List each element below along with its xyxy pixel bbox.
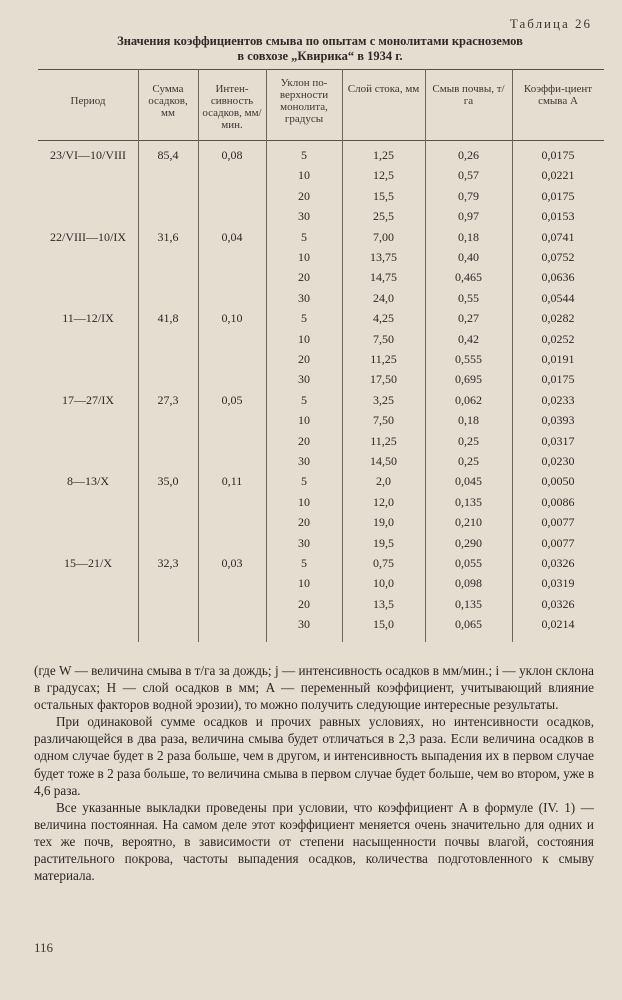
cell-coef: 0,0317 <box>541 433 575 448</box>
cell-runoff: 25,5 <box>373 209 394 224</box>
cell-wash: 0,57 <box>458 168 479 183</box>
paragraph-1: (где W — величина смыва в т/га за дождь; j — интенсивность осадков в мм/мин.; i — уклон склона в градусах; H — слой осадков в мм; A — переменный коэффициент, учитывающий влияние остальных факторов водной эрозии), то можно получить следующие интересные результаты. <box>34 663 594 713</box>
cell-runoff: 13,75 <box>370 250 397 264</box>
cell-wash: 0,062 <box>455 392 482 407</box>
cell-coef: 0,0741 <box>541 229 575 244</box>
cell-precip: 35,0 <box>157 474 179 489</box>
cell-runoff: 15,5 <box>373 188 394 203</box>
cell-slope: 20 <box>298 188 310 203</box>
cell-period: 17—27/IX <box>62 392 114 407</box>
column-header: Период <box>70 95 106 107</box>
cell-slope: 30 <box>298 535 310 550</box>
cell-runoff: 24,0 <box>373 290 394 305</box>
column-header: Коэффи-циент смыва A <box>523 83 593 107</box>
cell-runoff: 14,50 <box>370 454 397 468</box>
cell-intensity: 0,10 <box>221 311 243 326</box>
cell-period: 15—21/X <box>64 556 112 570</box>
cell-runoff: 4,25 <box>373 311 394 326</box>
cell-coef: 0,0233 <box>541 392 575 407</box>
cell-intensity: 0,04 <box>221 229 243 244</box>
cell-slope: 5 <box>301 556 307 570</box>
cell-intensity: 0,03 <box>221 556 243 570</box>
cell-wash: 0,465 <box>455 270 482 285</box>
cell-slope: 10 <box>298 331 310 346</box>
cell-wash: 0,79 <box>458 188 479 203</box>
cell-coef: 0,0050 <box>541 474 575 489</box>
cell-slope: 30 <box>298 372 310 387</box>
cell-coef: 0,0153 <box>541 209 575 224</box>
cell-wash: 0,555 <box>455 352 482 366</box>
cell-wash: 0,210 <box>455 515 482 530</box>
paragraph-2: При одинаковой сумме осадков и прочих равных условиях, но интенсивности осадков, различающейся в два раза, величина смыва будет отличаться в 2,3 раза. Если величина осадков в одном случае будет в 2 раза больше, чем в другом, и интенсивность выпадения их в первом случае будет тоже в 2 раза больше, то величина смыва в первом случае будет больше, чем во втором, уже в 4,6 раза. <box>34 714 594 798</box>
cell-slope: 20 <box>298 596 310 611</box>
cell-runoff: 12,5 <box>373 168 394 183</box>
column-header: Слой стока, мм <box>347 83 420 95</box>
table-number-label: Таблица 26 <box>509 16 592 31</box>
cell-coef: 0,0175 <box>541 372 575 387</box>
cell-runoff: 7,00 <box>373 229 394 244</box>
cell-slope: 5 <box>301 229 307 244</box>
cell-slope: 5 <box>301 311 307 326</box>
cell-wash: 0,25 <box>458 454 479 468</box>
cell-wash: 0,290 <box>455 535 482 550</box>
cell-coef: 0,0077 <box>541 515 575 530</box>
cell-slope: 20 <box>298 270 310 285</box>
cell-coef: 0,0282 <box>541 311 575 326</box>
cell-runoff: 3,25 <box>373 392 394 407</box>
cell-coef: 0,0393 <box>541 413 575 428</box>
cell-coef: 0,0636 <box>541 270 575 285</box>
cell-runoff: 7,50 <box>373 413 394 428</box>
cell-wash: 0,42 <box>458 331 479 346</box>
cell-wash: 0,695 <box>455 372 482 387</box>
cell-runoff: 17,50 <box>370 372 397 387</box>
caption-line-2: в совхозе „Квирика“ в 1934 г. <box>237 49 403 63</box>
cell-coef: 0,0544 <box>541 290 575 305</box>
caption-line-1: Значения коэффициентов смыва по опытам с монолитами красноземов <box>117 34 523 48</box>
table-header-rule <box>38 140 604 141</box>
cell-wash: 0,098 <box>455 576 482 591</box>
cell-wash: 0,18 <box>458 413 479 428</box>
cell-coef: 0,0221 <box>541 168 575 183</box>
cell-runoff: 11,25 <box>370 433 397 448</box>
cell-runoff: 19,5 <box>373 535 394 550</box>
cell-slope: 20 <box>298 515 310 530</box>
cell-precip: 27,3 <box>157 392 179 407</box>
cell-coef: 0,0191 <box>541 352 575 366</box>
cell-slope: 30 <box>298 454 310 468</box>
cell-slope: 10 <box>298 250 310 264</box>
cell-slope: 20 <box>298 433 310 448</box>
cell-runoff: 12,0 <box>373 494 394 509</box>
column-header: Интен-сивность осадков, мм/мин. <box>202 83 262 131</box>
cell-wash: 0,065 <box>455 617 482 632</box>
cell-wash: 0,55 <box>458 290 479 305</box>
body-text <box>34 662 594 884</box>
cell-precip: 85,4 <box>157 148 179 162</box>
cell-intensity: 0,08 <box>221 148 243 162</box>
cell-period: 11—12/IX <box>62 311 114 326</box>
page-number: 116 <box>34 940 54 955</box>
cell-slope: 10 <box>298 576 310 591</box>
cell-slope: 20 <box>298 352 310 366</box>
cell-period: 23/VI—10/VIII <box>50 148 126 162</box>
cell-coef: 0,0214 <box>541 617 575 632</box>
cell-wash: 0,055 <box>455 556 482 570</box>
cell-wash: 0,40 <box>458 250 479 264</box>
cell-wash: 0,27 <box>458 311 479 326</box>
cell-runoff: 19,0 <box>373 515 394 530</box>
cell-slope: 5 <box>301 392 307 407</box>
cell-coef: 0,0230 <box>541 454 575 468</box>
column-header: Смыв почвы, т/га <box>432 83 505 107</box>
cell-intensity: 0,11 <box>221 474 243 489</box>
cell-wash: 0,135 <box>455 494 482 509</box>
cell-runoff: 10,0 <box>373 576 394 591</box>
column-header: Уклон по-верхности монолита, градусы <box>279 77 329 125</box>
cell-wash: 0,26 <box>458 148 479 162</box>
cell-runoff: 11,25 <box>370 352 397 366</box>
cell-precip: 31,6 <box>157 229 179 244</box>
cell-slope: 30 <box>298 209 310 224</box>
cell-slope: 5 <box>301 474 307 489</box>
column-header: Сумма осадков, мм <box>148 83 188 119</box>
cell-wash: 0,18 <box>458 229 479 244</box>
cell-wash: 0,045 <box>455 474 482 489</box>
cell-coef: 0,0252 <box>541 331 575 346</box>
cell-coef: 0,0086 <box>541 494 575 509</box>
cell-period: 8—13/X <box>67 474 109 489</box>
cell-wash: 0,135 <box>455 596 482 611</box>
cell-slope: 10 <box>298 168 310 183</box>
cell-coef: 0,0319 <box>541 576 575 591</box>
cell-wash: 0,25 <box>458 433 479 448</box>
cell-coef: 0,0175 <box>541 188 575 203</box>
cell-runoff: 0,75 <box>373 556 394 570</box>
cell-slope: 30 <box>298 617 310 632</box>
cell-precip: 32,3 <box>157 556 179 570</box>
cell-wash: 0,97 <box>458 209 479 224</box>
cell-coef: 0,0175 <box>541 148 575 162</box>
cell-runoff: 13,5 <box>373 596 394 611</box>
cell-runoff: 1,25 <box>373 148 394 162</box>
cell-runoff: 15,0 <box>373 617 394 632</box>
cell-precip: 41,8 <box>157 311 179 326</box>
cell-slope: 30 <box>298 290 310 305</box>
table-caption <box>40 34 600 64</box>
cell-coef: 0,0326 <box>541 556 575 570</box>
cell-coef: 0,0326 <box>541 596 575 611</box>
cell-slope: 5 <box>301 148 307 162</box>
cell-runoff: 14,75 <box>370 270 397 285</box>
cell-slope: 10 <box>298 413 310 428</box>
paragraph-3: Все указанные выкладки проведены при условии, что коэффициент A в формуле (IV. 1) — величина постоянная. На самом деле этот коэффициент меняется очень значительно для одних и тех же почв, вероятно, в зависимости от степени насыщенности почвы влагой, состояния растительного покрова, частоты выпадения осадков, количества подготовленного к смыву материала. <box>34 799 594 884</box>
cell-runoff: 7,50 <box>373 331 394 346</box>
table-top-rule <box>38 69 604 70</box>
cell-slope: 10 <box>298 494 310 509</box>
cell-coef: 0,0077 <box>541 535 575 550</box>
cell-intensity: 0,05 <box>221 392 243 407</box>
cell-period: 22/VIII—10/IX <box>50 229 126 244</box>
cell-runoff: 2,0 <box>376 474 391 489</box>
cell-coef: 0,0752 <box>541 250 575 264</box>
